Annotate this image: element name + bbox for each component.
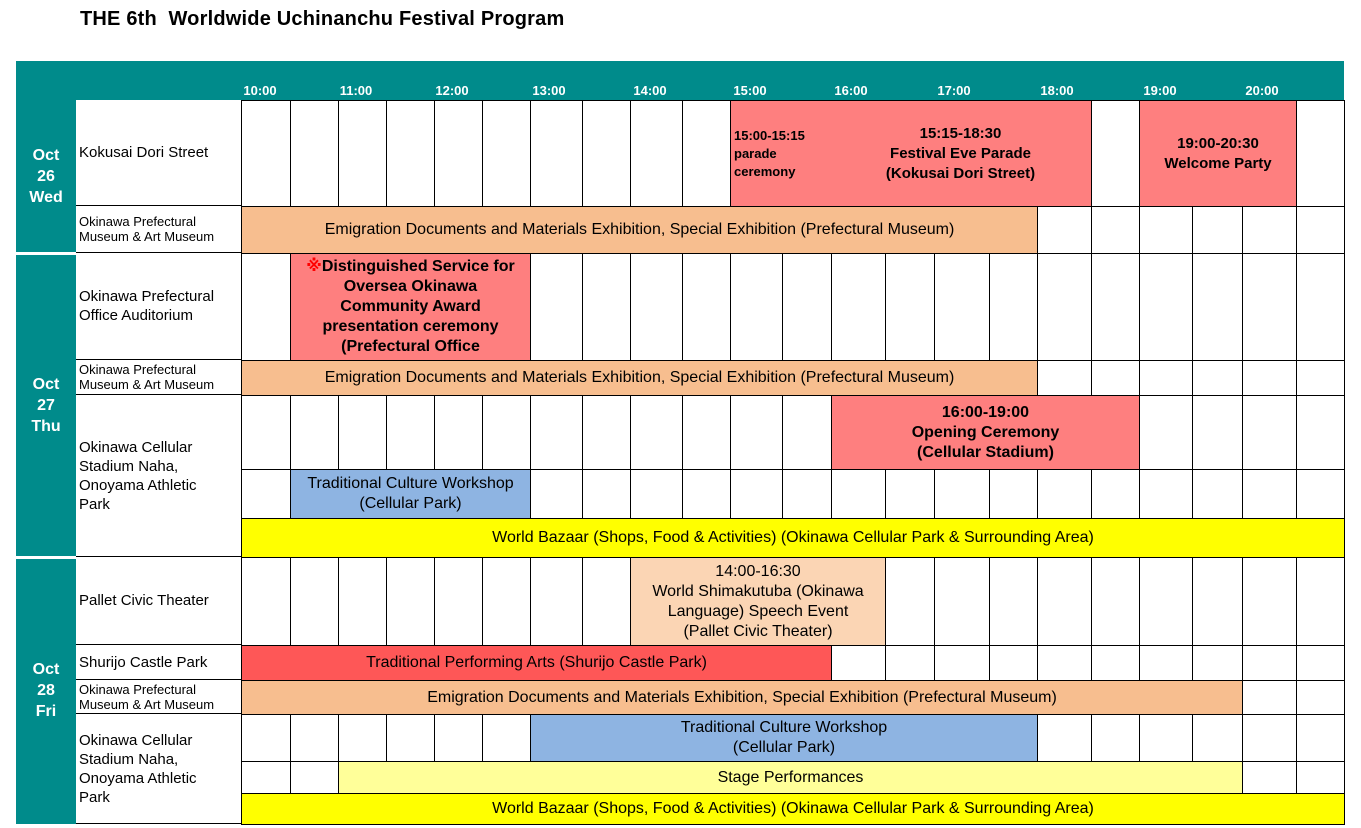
event-speech[interactable] [630, 557, 886, 646]
event-text-line [306, 257, 515, 277]
hour-label: 19:00 [1143, 83, 1177, 98]
day-separator [16, 252, 76, 255]
hour-label: 15:00 [733, 83, 767, 98]
venue-line: Kokusai Dori Street [79, 144, 209, 161]
venue-line: Museum & Art Museum [79, 696, 215, 712]
event-text-line: (Cellular Park) [732, 739, 836, 756]
venue-label-office [76, 253, 241, 360]
event-bazaar[interactable] [241, 793, 1345, 825]
event-text-line: 19:00-20:30 [1177, 135, 1259, 152]
event-text-line: (Prefectural Office [341, 338, 480, 355]
venue-text [79, 438, 197, 514]
day-label [16, 659, 76, 722]
day-label-line: Fri [35, 703, 57, 720]
venue-line: Okinawa Prefectural [79, 681, 197, 697]
venue-line: Museum & Art Museum [79, 229, 215, 244]
event-text-line: Traditional Culture Workshop [680, 719, 888, 736]
event-text-line: Oversea Okinawa [343, 278, 478, 295]
venue-line: Okinawa Cellular [79, 438, 193, 456]
venue-line: Museum & Art Museum [79, 377, 215, 392]
grid-column-line [1242, 100, 1243, 824]
venue-line: Okinawa Prefectural [79, 288, 215, 305]
venue-text [79, 214, 214, 244]
hour-label: 12:00 [435, 83, 469, 98]
venue-line: Stadium Naha, [79, 750, 179, 768]
event-text-line: Language) Speech Event [667, 602, 849, 620]
event-text-line: 16:00-19:00 [941, 403, 1030, 421]
venue-label-stadium [76, 714, 241, 824]
hour-label: 20:00 [1245, 83, 1279, 98]
reference-mark: ※ [306, 258, 322, 275]
day-label-line: Wed [29, 189, 63, 206]
event-text-line: Festival Eve Parade [890, 144, 1031, 162]
hour-label: 16:00 [834, 83, 868, 98]
day-label-line: 26 [37, 168, 55, 185]
hour-label: 11:00 [339, 83, 373, 98]
event-text-line: ceremony [734, 163, 796, 179]
event-award[interactable] [290, 253, 531, 361]
day-label-line: 28 [37, 682, 55, 699]
venue-text [79, 731, 197, 807]
event-text-line: (Cellular Stadium) [917, 443, 1054, 461]
event-text-line: (Pallet Civic Theater) [683, 622, 833, 640]
grid-column-line [1192, 100, 1193, 824]
venue-text [79, 653, 207, 672]
event-text-line: (Cellular Park) [359, 495, 462, 512]
venue-line: Stadium Naha, [79, 457, 179, 475]
event-text-line: Community Award [340, 298, 481, 315]
event-exhibition[interactable] [241, 680, 1243, 715]
event-text-line: Stage Performances [717, 768, 864, 786]
day-separator [16, 556, 76, 559]
day-label-line: Thu [31, 417, 61, 435]
venue-label-museum [76, 360, 241, 395]
event-text-line: 15:15-18:30 [919, 124, 1002, 142]
venue-text [79, 362, 214, 392]
hour-label: 10:00 [243, 83, 277, 98]
day-label-line: Oct [32, 147, 60, 164]
hour-label: 13:00 [532, 83, 566, 98]
event-parade-ceremony[interactable] [730, 100, 831, 207]
venue-line: Shurijo Castle Park [79, 653, 208, 671]
event-text-line: World Bazaar (Shops, Food & Activities) (Okinawa Cellular Park & Surrounding Area) [492, 529, 1094, 546]
event-stage[interactable] [338, 761, 1243, 794]
event-text-line: presentation ceremony [322, 318, 499, 335]
event-text: Distinguished Service for [321, 258, 515, 275]
venue-line: Okinawa Prefectural [79, 214, 197, 229]
event-text-line: 14:00-16:30 [715, 562, 801, 580]
venue-line: Park [79, 495, 110, 513]
venue-label-pallet [76, 557, 241, 645]
event-workshop[interactable] [290, 469, 531, 519]
event-opening[interactable] [831, 395, 1140, 470]
event-text-line: Traditional Culture Workshop [307, 475, 514, 492]
hour-label: 14:00 [633, 83, 667, 98]
venue-label-shurijo [76, 645, 241, 680]
venue-text [79, 682, 214, 712]
event-text-line: parade [734, 145, 777, 161]
venue-text [79, 591, 209, 610]
grid-column-line [1296, 100, 1297, 824]
event-performing[interactable] [241, 645, 832, 681]
event-text-line: World Shimakutuba (Okinawa [652, 582, 864, 600]
venue-line: Office Auditorium [79, 307, 193, 324]
hour-label: 17:00 [937, 83, 971, 98]
day-label-line: 27 [37, 396, 55, 414]
event-exhibition[interactable] [241, 206, 1038, 254]
venue-label-kokusai [76, 100, 241, 206]
event-text-line: World Bazaar (Shops, Food & Activities) (Okinawa Cellular Park & Surrounding Area) [492, 800, 1094, 817]
page-title: THE 6th Worldwide Uchinanchu Festival Program [80, 8, 565, 30]
event-workshop[interactable] [530, 714, 1038, 762]
day-label-line: Oct [32, 661, 60, 678]
event-text-line: 15:00-15:15 [734, 127, 805, 143]
event-text-line: Welcome Party [1164, 155, 1272, 172]
event-text-line: Emigration Documents and Materials Exhibition, Special Exhibition (Prefectural Museum) [324, 369, 955, 386]
venue-line: Okinawa Cellular [79, 731, 193, 749]
day-label [16, 374, 76, 437]
event-bazaar[interactable] [241, 518, 1345, 558]
event-eve-parade[interactable] [830, 100, 1092, 207]
grid-column-line [1344, 100, 1345, 824]
venue-label-stadium [76, 395, 241, 557]
event-text-line: Opening Ceremony [911, 423, 1060, 441]
venue-text [79, 143, 208, 162]
day-label-line: Oct [32, 375, 60, 393]
venue-line: Onoyama Athletic [79, 476, 197, 494]
event-text-line: Emigration Documents and Materials Exhibition, Special Exhibition (Prefectural Museum) [427, 688, 1057, 706]
event-text-line: (Kokusai Dori Street) [885, 164, 1036, 182]
hour-label: 18:00 [1040, 83, 1074, 98]
event-welcome-party[interactable] [1139, 100, 1297, 207]
venue-text [79, 287, 214, 325]
venue-label-museum [76, 680, 241, 714]
venue-line: Park [79, 788, 110, 806]
venue-line: Pallet Civic Theater [79, 592, 209, 609]
event-text-line: Traditional Performing Arts (Shurijo Castle Park) [366, 654, 707, 671]
day-label [16, 145, 76, 208]
event-exhibition[interactable] [241, 360, 1038, 396]
venue-line: Onoyama Athletic [79, 769, 197, 787]
venue-label-museum [76, 206, 241, 253]
venue-line: Okinawa Prefectural [79, 362, 197, 377]
event-text-line: Emigration Documents and Materials Exhibition, Special Exhibition (Prefectural Museum) [324, 221, 955, 238]
